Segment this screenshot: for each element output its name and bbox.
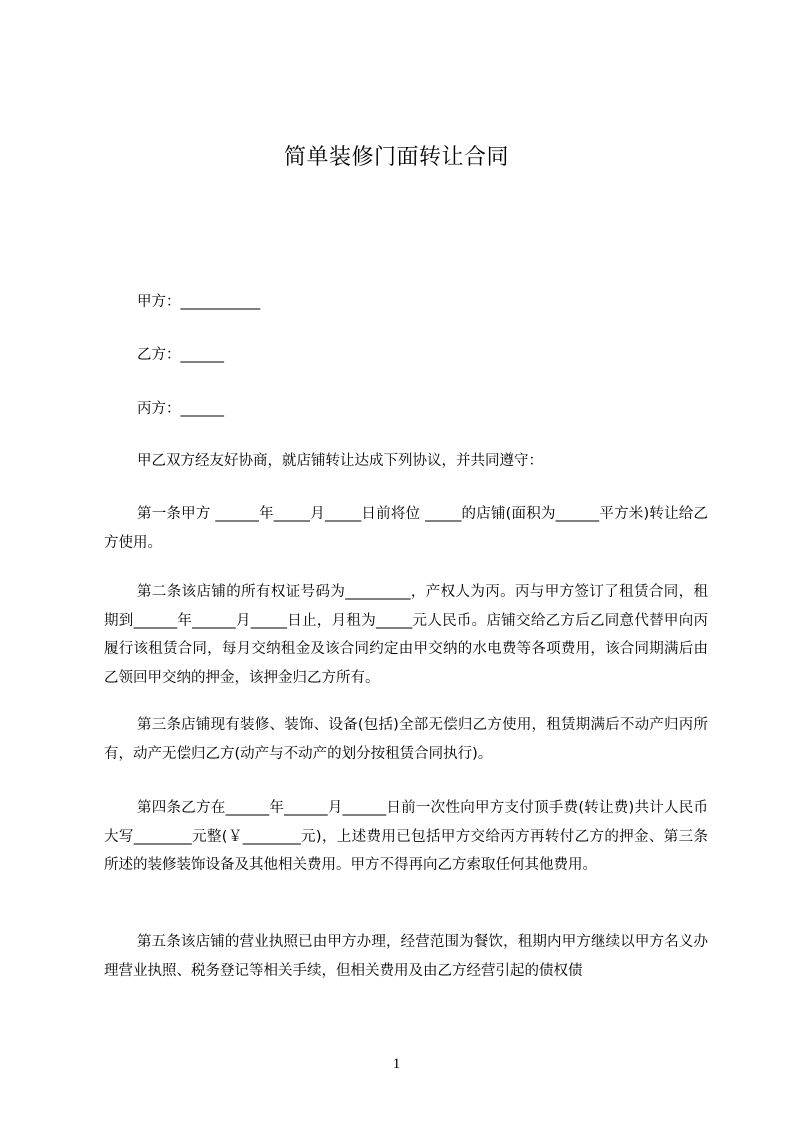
article-1: 第一条甲方 ______年_____月_____日前将位 _____的店铺(面积为______平方米)转让给乙方使用。 [104,506,708,551]
article-2: 第二条该店铺的所有权证号码为_________，产权人为丙。丙与甲方签订了租赁合同，租期到______年______月_____日止，月租为_____元人民币。店铺交给乙方后乙同意代替甲向丙履行该租赁合同，每月交纳租金及该合同约定由甲交纳的水电费等各项费用，该合同期满后由乙领回甲交纳的押金，该押金归乙方所有。 [104,584,708,686]
article-4: 第四条乙方在______年______月______日前一次性向甲方支付顶手费(转让费)共计人民币大写________元整(￥________元)，上述费用已包括甲方交给丙方再转付乙方的押金、第三条所述的装修装饰设备及其他相关费用。甲方不得再向乙方索取任何其他费用。 [104,800,708,873]
party-b-line: 乙方：______ [137,347,224,363]
article-5: 第五条该店铺的营业执照已由甲方办理，经营范围为餐饮，租期内甲方继续以甲方名义办理营业执照、税务登记等相关手续，但相关费用及由乙方经营引起的债权债 [104,934,708,979]
party-a-line: 甲方：___________ [137,294,261,310]
party-c-line: 丙方：______ [137,401,224,417]
intro-paragraph: 甲乙双方经友好协商，就店铺转让达成下列协议，并共同遵守： [137,453,543,469]
article-3: 第三条店铺现有装修、装饰、设备(包括)全部无偿归乙方使用，租赁期满后不动产归丙所有，动产无偿归乙方(动产与不动产的划分按租赁合同执行)。 [104,717,708,762]
page-title: 简单装修门面转让合同 [283,145,509,170]
page-number: 1 [392,1056,401,1072]
